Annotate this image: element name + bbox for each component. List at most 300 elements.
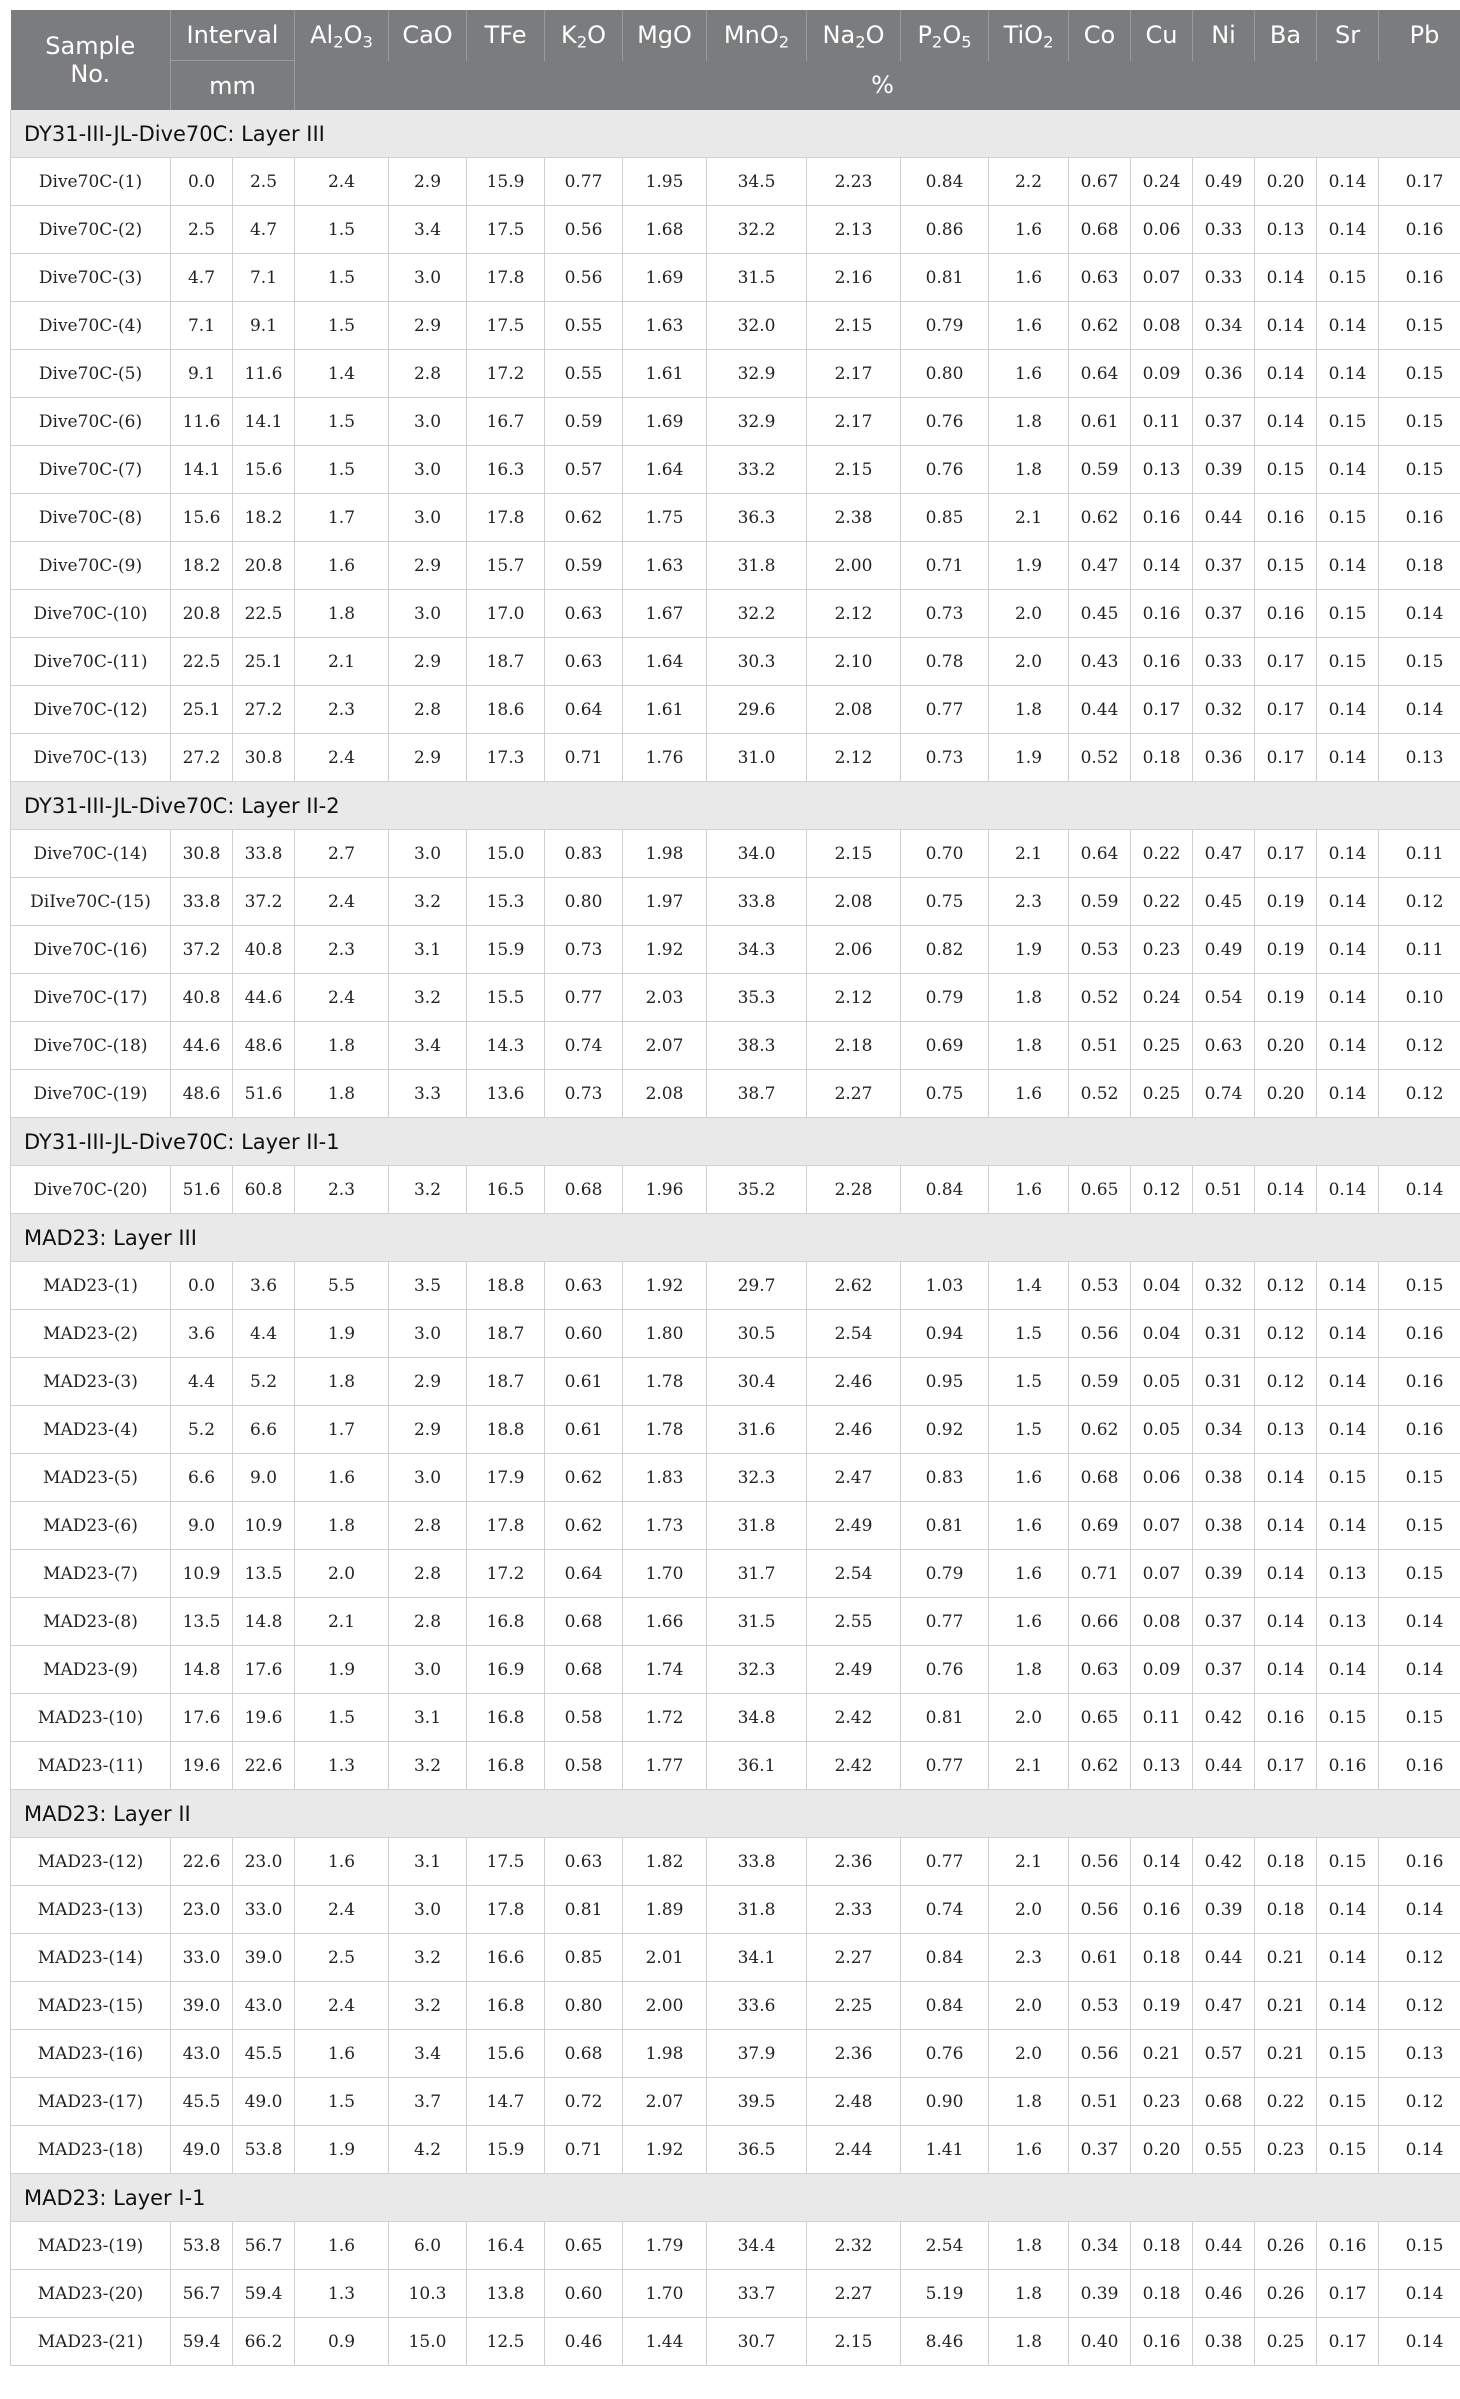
header-element-sub2: 5 (961, 32, 972, 52)
value-cell: 2.15 (807, 446, 901, 494)
value-cell: 1.83 (623, 1454, 707, 1502)
table-row (11, 1454, 1460, 1502)
value-cell: 0.15 (1317, 1454, 1379, 1502)
sample-id-cell: Dive70C-(6) (11, 398, 171, 446)
value-cell: 3.6 (233, 1262, 295, 1310)
value-cell: 1.6 (989, 1502, 1069, 1550)
value-cell: 0.71 (1069, 1550, 1131, 1598)
value-cell: 0.15 (1379, 1550, 1460, 1598)
header-element-ni (1193, 10, 1255, 61)
value-cell: 2.36 (807, 2030, 901, 2078)
value-cell: 0.21 (1131, 2030, 1193, 2078)
value-cell: 3.4 (389, 1022, 467, 1070)
value-cell: 2.00 (807, 542, 901, 590)
value-cell: 14.3 (467, 1022, 545, 1070)
value-cell: 0.70 (901, 830, 989, 878)
value-cell: 23.0 (171, 1886, 233, 1934)
value-cell: 3.0 (389, 446, 467, 494)
value-cell: 0.13 (1255, 206, 1317, 254)
value-cell: 31.0 (707, 734, 807, 782)
value-cell: 1.6 (295, 2030, 389, 2078)
value-cell: 0.69 (901, 1022, 989, 1070)
value-cell: 0.81 (545, 1886, 623, 1934)
value-cell: 16.9 (467, 1646, 545, 1694)
value-cell: 0.55 (545, 302, 623, 350)
value-cell: 15.6 (233, 446, 295, 494)
value-cell: 0.51 (1069, 1022, 1131, 1070)
value-cell: 2.38 (807, 494, 901, 542)
value-cell: 39.0 (233, 1934, 295, 1982)
value-cell: 0.14 (1379, 1886, 1460, 1934)
sample-id-cell: Dive70C-(4) (11, 302, 171, 350)
value-cell: 1.92 (623, 2126, 707, 2174)
value-cell: 0.18 (1379, 542, 1460, 590)
value-cell: 0.73 (901, 734, 989, 782)
value-cell: 1.6 (989, 206, 1069, 254)
value-cell: 1.9 (989, 734, 1069, 782)
value-cell: 0.81 (901, 1502, 989, 1550)
sample-id-cell: DiIve70C-(15) (11, 878, 171, 926)
table-row (11, 1742, 1460, 1790)
value-cell: 0.63 (1069, 254, 1131, 302)
value-cell: 0.77 (901, 1742, 989, 1790)
value-cell: 32.2 (707, 206, 807, 254)
value-cell: 1.5 (295, 254, 389, 302)
value-cell: 0.17 (1255, 734, 1317, 782)
value-cell: 30.8 (233, 734, 295, 782)
value-cell: 0.62 (1069, 494, 1131, 542)
header-sample-no-label: Sample No. (45, 32, 136, 88)
value-cell: 0.43 (1069, 638, 1131, 686)
value-cell: 0.56 (1069, 1310, 1131, 1358)
value-cell: 0.53 (1069, 1262, 1131, 1310)
value-cell: 17.5 (467, 206, 545, 254)
value-cell: 34.4 (707, 2222, 807, 2270)
value-cell: 13.8 (467, 2270, 545, 2318)
value-cell: 3.6 (171, 1310, 233, 1358)
value-cell: 0.42 (1193, 1838, 1255, 1886)
value-cell: 0.68 (545, 1598, 623, 1646)
table-row (11, 1694, 1460, 1742)
value-cell: 1.8 (295, 1502, 389, 1550)
value-cell: 0.15 (1379, 302, 1460, 350)
header-element-base: TiO (1003, 21, 1044, 50)
value-cell: 59.4 (171, 2318, 233, 2366)
value-cell: 1.64 (623, 638, 707, 686)
value-cell: 0.18 (1255, 1838, 1317, 1886)
value-cell: 0.17 (1255, 638, 1317, 686)
value-cell: 1.4 (989, 1262, 1069, 1310)
value-cell: 2.27 (807, 2270, 901, 2318)
header-element-base: MgO (637, 21, 692, 50)
table-row (11, 398, 1460, 446)
sample-id-cell: Dive70C-(14) (11, 830, 171, 878)
sample-id-cell: MAD23-(7) (11, 1550, 171, 1598)
header-element-pb (1379, 10, 1460, 61)
value-cell: 0.62 (1069, 302, 1131, 350)
value-cell: 2.27 (807, 1070, 901, 1118)
value-cell: 0.63 (545, 590, 623, 638)
sample-id-cell: Dive70C-(13) (11, 734, 171, 782)
value-cell: 1.8 (295, 1070, 389, 1118)
value-cell: 0.14 (1317, 1358, 1379, 1406)
sample-id-cell: MAD23-(15) (11, 1982, 171, 2030)
value-cell: 0.14 (1379, 2318, 1460, 2366)
value-cell: 0.55 (1193, 2126, 1255, 2174)
value-cell: 56.7 (233, 2222, 295, 2270)
value-cell: 1.96 (623, 1166, 707, 1214)
value-cell: 51.6 (233, 1070, 295, 1118)
value-cell: 0.11 (1131, 398, 1193, 446)
value-cell: 0.15 (1317, 2078, 1379, 2126)
value-cell: 1.68 (623, 206, 707, 254)
value-cell: 0.84 (901, 1982, 989, 2030)
value-cell: 0.14 (1255, 1646, 1317, 1694)
value-cell: 0.05 (1131, 1358, 1193, 1406)
sample-id-cell: MAD23-(16) (11, 2030, 171, 2078)
value-cell: 30.7 (707, 2318, 807, 2366)
value-cell: 39.0 (171, 1982, 233, 2030)
value-cell: 0.14 (1317, 878, 1379, 926)
value-cell: 33.8 (707, 1838, 807, 1886)
value-cell: 6.6 (233, 1406, 295, 1454)
value-cell: 0.31 (1193, 1310, 1255, 1358)
group-label: DY31-III-JL-Dive70C: Layer II-2 (11, 782, 1460, 830)
value-cell: 53.8 (171, 2222, 233, 2270)
value-cell: 4.7 (171, 254, 233, 302)
value-cell: 0.16 (1317, 2222, 1379, 2270)
table-row (11, 2126, 1460, 2174)
value-cell: 1.95 (623, 158, 707, 206)
value-cell: 1.73 (623, 1502, 707, 1550)
value-cell: 0.21 (1255, 1982, 1317, 2030)
table-row (11, 2078, 1460, 2126)
value-cell: 16.8 (467, 1694, 545, 1742)
value-cell: 0.14 (1379, 1646, 1460, 1694)
value-cell: 1.78 (623, 1358, 707, 1406)
value-cell: 1.67 (623, 590, 707, 638)
value-cell: 49.0 (233, 2078, 295, 2126)
value-cell: 16.8 (467, 1742, 545, 1790)
table-row (11, 1262, 1460, 1310)
value-cell: 0.14 (1379, 2126, 1460, 2174)
value-cell: 0.20 (1131, 2126, 1193, 2174)
value-cell: 0.32 (1193, 686, 1255, 734)
value-cell: 0.13 (1317, 1550, 1379, 1598)
value-cell: 2.3 (295, 926, 389, 974)
header-element-base: Sr (1334, 21, 1361, 50)
value-cell: 27.2 (171, 734, 233, 782)
value-cell: 0.21 (1255, 2030, 1317, 2078)
value-cell: 0.13 (1131, 446, 1193, 494)
value-cell: 7.1 (171, 302, 233, 350)
value-cell: 1.6 (989, 1598, 1069, 1646)
value-cell: 31.8 (707, 542, 807, 590)
value-cell: 2.44 (807, 2126, 901, 2174)
value-cell: 0.63 (545, 638, 623, 686)
value-cell: 2.08 (623, 1070, 707, 1118)
sample-id-cell: MAD23-(1) (11, 1262, 171, 1310)
value-cell: 1.69 (623, 254, 707, 302)
value-cell: 2.12 (807, 734, 901, 782)
value-cell: 2.07 (623, 1022, 707, 1070)
value-cell: 0.13 (1379, 2030, 1460, 2078)
value-cell: 38.7 (707, 1070, 807, 1118)
value-cell: 10.9 (171, 1550, 233, 1598)
value-cell: 15.9 (467, 158, 545, 206)
sample-id-cell: Dive70C-(10) (11, 590, 171, 638)
value-cell: 0.12 (1379, 878, 1460, 926)
value-cell: 0.14 (1317, 1022, 1379, 1070)
group-header-row (11, 110, 1460, 158)
value-cell: 0.14 (1317, 830, 1379, 878)
value-cell: 0.14 (1317, 542, 1379, 590)
table-row (11, 638, 1460, 686)
value-cell: 2.17 (807, 350, 901, 398)
value-cell: 2.49 (807, 1646, 901, 1694)
value-cell: 1.6 (989, 2126, 1069, 2174)
value-cell: 2.00 (623, 1982, 707, 2030)
value-cell: 1.8 (989, 686, 1069, 734)
value-cell: 45.5 (171, 2078, 233, 2126)
value-cell: 1.76 (623, 734, 707, 782)
table-row (11, 1166, 1460, 1214)
value-cell: 0.60 (545, 1310, 623, 1358)
value-cell: 0.23 (1255, 2126, 1317, 2174)
value-cell: 22.5 (233, 590, 295, 638)
value-cell: 5.2 (171, 1406, 233, 1454)
value-cell: 14.1 (171, 446, 233, 494)
header-percent-unit: % (295, 61, 1460, 111)
value-cell: 39.5 (707, 2078, 807, 2126)
table-row (11, 206, 1460, 254)
table-row (11, 878, 1460, 926)
value-cell: 0.81 (901, 1694, 989, 1742)
sample-id-cell: Dive70C-(11) (11, 638, 171, 686)
value-cell: 2.1 (989, 494, 1069, 542)
value-cell: 2.4 (295, 734, 389, 782)
header-element-base: K (561, 21, 577, 50)
value-cell: 14.8 (171, 1646, 233, 1694)
value-cell: 0.78 (901, 638, 989, 686)
value-cell: 1.6 (989, 1454, 1069, 1502)
value-cell: 0.14 (1317, 1502, 1379, 1550)
sample-id-cell: MAD23-(21) (11, 2318, 171, 2366)
value-cell: 5.5 (295, 1262, 389, 1310)
value-cell: 13.5 (171, 1598, 233, 1646)
value-cell: 3.0 (389, 254, 467, 302)
value-cell: 0.14 (1255, 1550, 1317, 1598)
value-cell: 0.15 (1379, 446, 1460, 494)
value-cell: 60.8 (233, 1166, 295, 1214)
value-cell: 0.15 (1317, 254, 1379, 302)
value-cell: 0.84 (901, 1166, 989, 1214)
value-cell: 0.04 (1131, 1310, 1193, 1358)
value-cell: 0.13 (1379, 734, 1460, 782)
value-cell: 0.94 (901, 1310, 989, 1358)
group-label: MAD23: Layer I-1 (11, 2174, 1460, 2222)
value-cell: 1.8 (295, 1022, 389, 1070)
value-cell: 1.44 (623, 2318, 707, 2366)
value-cell: 0.12 (1255, 1310, 1317, 1358)
table-row (11, 1022, 1460, 1070)
header-element-base: CaO (402, 21, 453, 50)
value-cell: 0.68 (545, 2030, 623, 2078)
header-element-ba (1255, 10, 1317, 61)
value-cell: 0.44 (1193, 2222, 1255, 2270)
value-cell: 36.3 (707, 494, 807, 542)
value-cell: 2.8 (389, 686, 467, 734)
value-cell: 0.14 (1317, 1166, 1379, 1214)
table-row (11, 494, 1460, 542)
value-cell: 0.44 (1193, 1742, 1255, 1790)
value-cell: 2.4 (295, 1982, 389, 2030)
value-cell: 0.20 (1255, 158, 1317, 206)
value-cell: 2.3 (989, 878, 1069, 926)
value-cell: 35.2 (707, 1166, 807, 1214)
value-cell: 0.15 (1379, 398, 1460, 446)
value-cell: 0.49 (1193, 158, 1255, 206)
value-cell: 3.1 (389, 926, 467, 974)
value-cell: 3.0 (389, 830, 467, 878)
sample-id-cell: Dive70C-(17) (11, 974, 171, 1022)
value-cell: 44.6 (171, 1022, 233, 1070)
sample-id-cell: MAD23-(4) (11, 1406, 171, 1454)
value-cell: 1.6 (295, 1454, 389, 1502)
value-cell: 0.0 (171, 158, 233, 206)
value-cell: 0.80 (545, 878, 623, 926)
value-cell: 0.65 (545, 2222, 623, 2270)
value-cell: 0.14 (1317, 1310, 1379, 1358)
value-cell: 0.79 (901, 302, 989, 350)
value-cell: 2.23 (807, 158, 901, 206)
value-cell: 10.3 (389, 2270, 467, 2318)
value-cell: 0.19 (1131, 1982, 1193, 2030)
value-cell: 1.6 (989, 1166, 1069, 1214)
sample-id-cell: Dive70C-(12) (11, 686, 171, 734)
value-cell: 1.5 (295, 302, 389, 350)
value-cell: 0.77 (545, 158, 623, 206)
sample-id-cell: Dive70C-(1) (11, 158, 171, 206)
value-cell: 0.64 (545, 686, 623, 734)
header-element-cu (1131, 10, 1193, 61)
sample-id-cell: MAD23-(17) (11, 2078, 171, 2126)
value-cell: 6.0 (389, 2222, 467, 2270)
header-element-tio2 (989, 10, 1069, 61)
value-cell: 0.20 (1255, 1022, 1317, 1070)
value-cell: 15.6 (171, 494, 233, 542)
value-cell: 0.16 (1379, 1310, 1460, 1358)
sample-id-cell: MAD23-(8) (11, 1598, 171, 1646)
value-cell: 0.14 (1317, 734, 1379, 782)
value-cell: 11.6 (171, 398, 233, 446)
value-cell: 0.11 (1379, 830, 1460, 878)
value-cell: 3.0 (389, 1454, 467, 1502)
value-cell: 0.17 (1255, 686, 1317, 734)
value-cell: 3.0 (389, 398, 467, 446)
value-cell: 1.5 (295, 1694, 389, 1742)
value-cell: 0.51 (1069, 2078, 1131, 2126)
value-cell: 3.4 (389, 206, 467, 254)
value-cell: 2.4 (295, 974, 389, 1022)
header-element-sub1: 2 (1043, 32, 1054, 52)
value-cell: 0.19 (1255, 878, 1317, 926)
value-cell: 0.36 (1193, 350, 1255, 398)
value-cell: 27.2 (233, 686, 295, 734)
value-cell: 1.9 (989, 542, 1069, 590)
value-cell: 0.56 (1069, 2030, 1131, 2078)
value-cell: 0.68 (545, 1166, 623, 1214)
value-cell: 0.84 (901, 158, 989, 206)
value-cell: 0.14 (1317, 926, 1379, 974)
table-row (11, 302, 1460, 350)
value-cell: 0.61 (545, 1406, 623, 1454)
value-cell: 2.54 (807, 1310, 901, 1358)
table-row (11, 158, 1460, 206)
value-cell: 0.25 (1131, 1022, 1193, 1070)
value-cell: 0.08 (1131, 1598, 1193, 1646)
value-cell: 1.9 (295, 1310, 389, 1358)
value-cell: 5.19 (901, 2270, 989, 2318)
value-cell: 0.15 (1379, 1454, 1460, 1502)
value-cell: 2.15 (807, 302, 901, 350)
sample-id-cell: MAD23-(6) (11, 1502, 171, 1550)
value-cell: 1.5 (989, 1406, 1069, 1454)
value-cell: 2.9 (389, 1358, 467, 1406)
value-cell: 18.2 (233, 494, 295, 542)
value-cell: 0.23 (1131, 926, 1193, 974)
value-cell: 1.3 (295, 2270, 389, 2318)
sample-id-cell: MAD23-(10) (11, 1694, 171, 1742)
value-cell: 0.12 (1379, 1022, 1460, 1070)
value-cell: 0.55 (545, 350, 623, 398)
value-cell: 0.21 (1255, 1934, 1317, 1982)
value-cell: 0.18 (1255, 1886, 1317, 1934)
value-cell: 2.4 (295, 1886, 389, 1934)
table-row (11, 1550, 1460, 1598)
table-row (11, 1886, 1460, 1934)
value-cell: 0.64 (1069, 830, 1131, 878)
value-cell: 0.22 (1255, 2078, 1317, 2126)
sample-id-cell: Dive70C-(8) (11, 494, 171, 542)
value-cell: 0.45 (1069, 590, 1131, 638)
value-cell: 20.8 (233, 542, 295, 590)
value-cell: 0.15 (1317, 638, 1379, 686)
value-cell: 53.8 (233, 2126, 295, 2174)
value-cell: 1.98 (623, 2030, 707, 2078)
value-cell: 20.8 (171, 590, 233, 638)
value-cell: 0.12 (1379, 1934, 1460, 1982)
value-cell: 0.12 (1255, 1262, 1317, 1310)
value-cell: 19.6 (233, 1694, 295, 1742)
value-cell: 1.63 (623, 542, 707, 590)
value-cell: 17.8 (467, 254, 545, 302)
value-cell: 1.5 (295, 398, 389, 446)
value-cell: 0.53 (1069, 926, 1131, 974)
value-cell: 2.62 (807, 1262, 901, 1310)
value-cell: 37.2 (233, 878, 295, 926)
value-cell: 14.1 (233, 398, 295, 446)
value-cell: 1.8 (989, 1646, 1069, 1694)
value-cell: 15.9 (467, 2126, 545, 2174)
header-element-base: Na (822, 21, 856, 50)
value-cell: 17.2 (467, 1550, 545, 1598)
header-element-mid: O (343, 21, 363, 50)
value-cell: 16.8 (467, 1598, 545, 1646)
value-cell: 2.32 (807, 2222, 901, 2270)
value-cell: 3.0 (389, 1886, 467, 1934)
value-cell: 10.9 (233, 1502, 295, 1550)
